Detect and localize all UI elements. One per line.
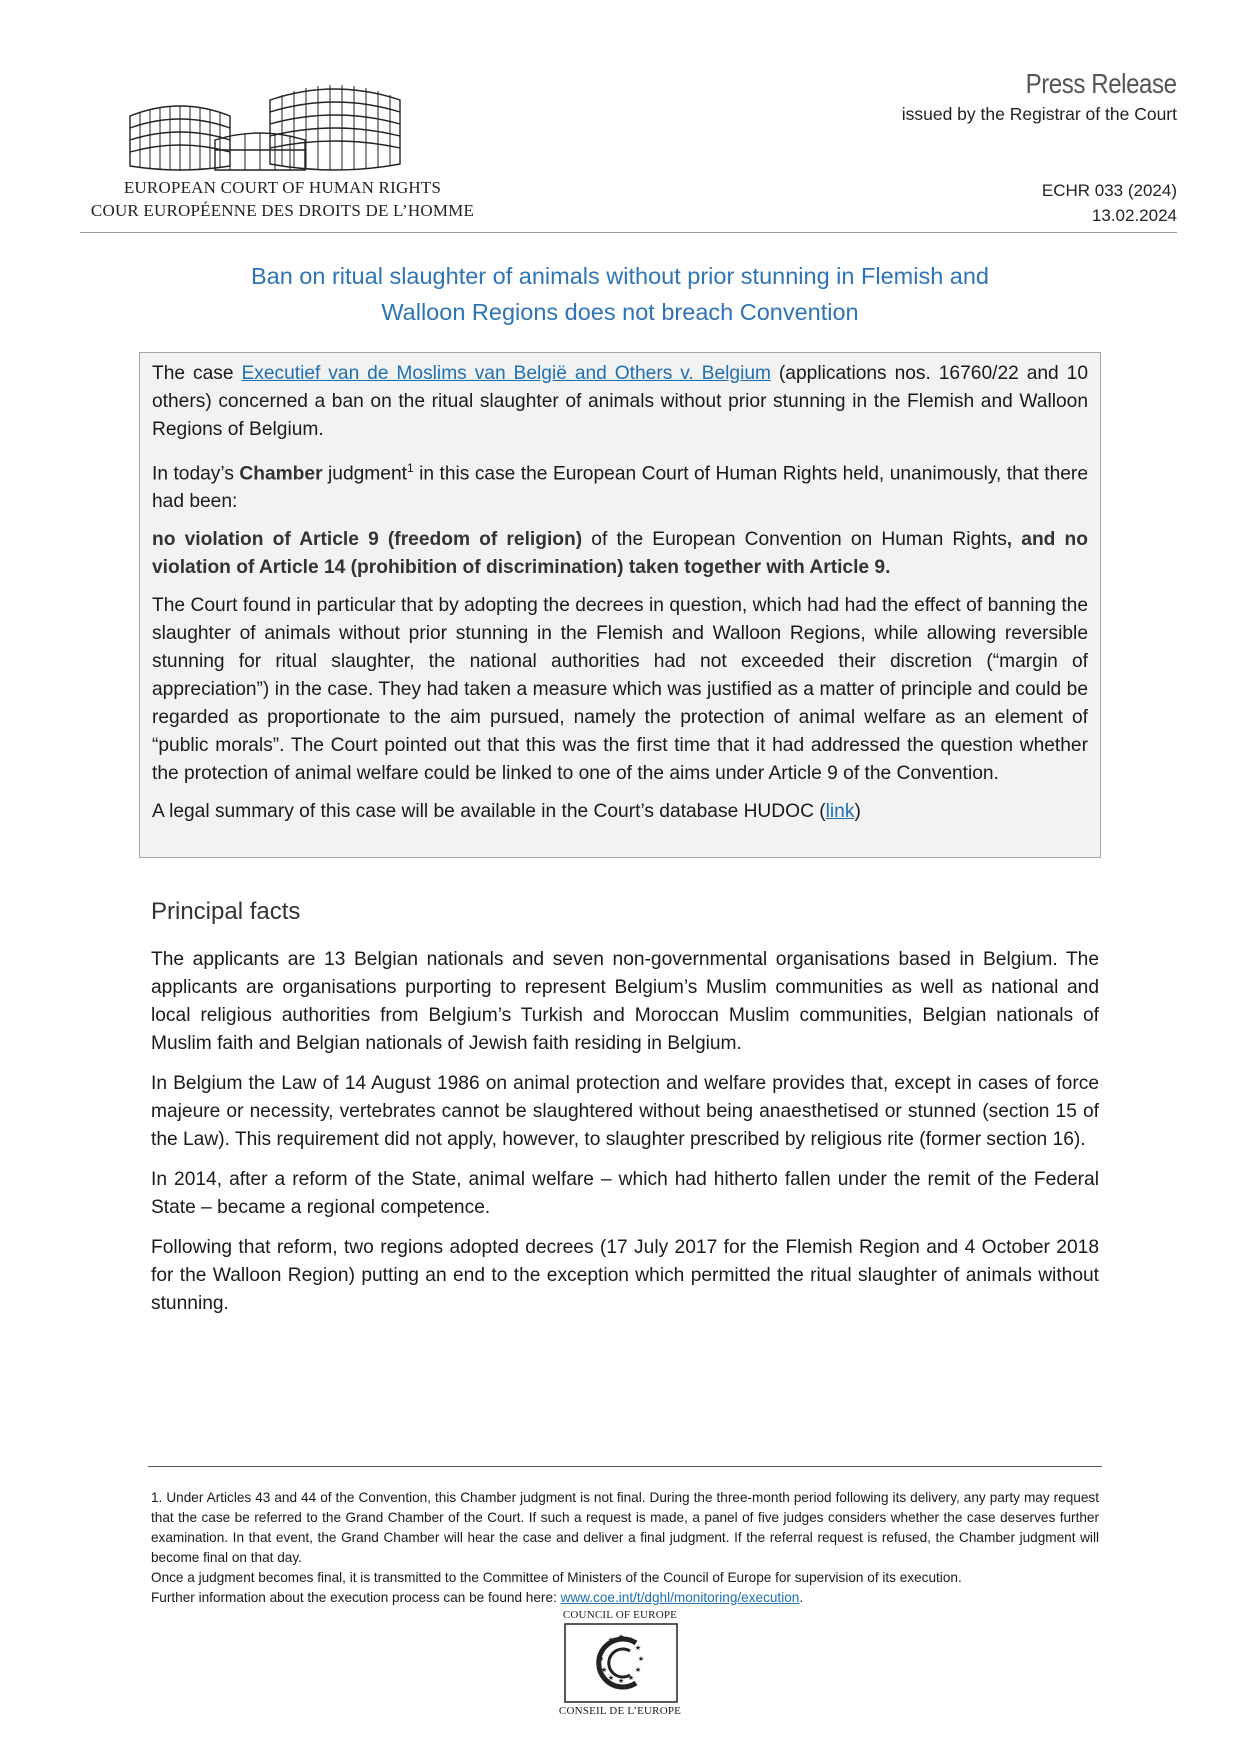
svg-text:★: ★ (617, 1633, 625, 1641)
verdict-bold-2: , and no violation of Article 14 (prohibition of discrimination) taken together with Article 9. (152, 529, 1089, 579)
text: ) (854, 801, 861, 823)
court-name-french: COUR EUROPÉENNE DES DROITS DE L’HOMME (90, 201, 475, 220)
svg-text:★: ★ (627, 1674, 635, 1682)
summary-box (139, 352, 1101, 858)
text: A legal summary of this case will be available in the Court’s database HUDOC ( (152, 801, 826, 823)
svg-text:★: ★ (607, 1674, 615, 1682)
release-date: 13.02.2024 (1091, 206, 1177, 225)
text: (applications nos. 16760/22 and 10 others) concerned a ban on the ritual slaughter of animals without prior stunning in the Flemish and Walloon Regions of Belgium. (152, 363, 1088, 440)
footnote-marker: 1 (406, 461, 414, 475)
text: The case (152, 363, 242, 384)
header-divider (80, 232, 1177, 233)
body-paragraph: In 2014, after a reform of the State, animal welfare – which had hitherto fallen under the remit of the Federal State – became a regional competence. (151, 1169, 1099, 1218)
svg-text:★: ★ (634, 1666, 642, 1674)
body-paragraph: The applicants are 13 Belgian nationals and seven non-governmental organisations based in Belgium. The applicants are organisations purporting to represent Belgium’s Muslim communities as well as national and local religious authorities from Belgium’s Turkish and Moroccan Muslim communities, Belgian nationals of Muslim faith and Belgian nationals of Jewish faith residing in Belgium. (151, 949, 1099, 1054)
press-release-subtitle: issued by the Registrar of the Court (901, 104, 1177, 124)
verdict-bold: no violation of Article 9 (freedom of religion) (152, 529, 583, 551)
summary-paragraph-5 (152, 798, 1088, 826)
headline-line-1: Ban on ritual slaughter of animals without prior stunning in Flemish and (250, 263, 990, 289)
headline (130, 258, 1110, 330)
svg-text:★: ★ (600, 1644, 608, 1652)
text: In today’s (152, 463, 240, 485)
text: of the European Convention on Human Rights (582, 529, 1007, 551)
principal-facts-body (151, 946, 1099, 1330)
footnote-text-3 (151, 1588, 1099, 1608)
svg-text:★: ★ (627, 1636, 635, 1644)
svg-text:★: ★ (634, 1644, 642, 1652)
footnote-divider (148, 1466, 1102, 1467)
svg-text:★: ★ (617, 1677, 625, 1685)
svg-text:★: ★ (597, 1655, 605, 1663)
press-release-title: Press Release (1025, 68, 1177, 99)
conseil-de-l-europe-label: CONSEIL DE L’EUROPE (558, 1705, 682, 1717)
footnote-text-1: 1. Under Articles 43 and 44 of the Convention, this Chamber judgment is not final. During the three-month period following its delivery, any party may request that the case be referred to the Grand Chamber of the Court. If such a request is made, a panel of five judges considers whether the case deserves further examination. In that event, the Grand Chamber will hear the case and deliver a final judgment. If the referral request is refused, the Chamber judgment will become final on that day. (151, 1490, 1099, 1565)
summary-paragraph-2 (152, 454, 1088, 516)
svg-text:★: ★ (607, 1636, 615, 1644)
court-name-english: EUROPEAN COURT OF HUMAN RIGHTS (123, 178, 442, 197)
hudoc-link[interactable]: link (825, 801, 855, 823)
headline-line-2: Walloon Regions does not breach Convention (381, 299, 859, 325)
section-heading: Principal facts (151, 898, 301, 925)
body-paragraph: In Belgium the Law of 14 August 1986 on animal protection and welfare provides that, except in cases of force majeure or necessity, vertebrates cannot be slaughtered without being anaesthetised or stunned (section 15 of the Law). This requirement did not apply, however, to slaughter prescribed by religious rite (former section 16). (151, 1073, 1099, 1150)
execution-link[interactable]: www.coe.int/t/dghl/monitoring/execution (560, 1590, 800, 1605)
text: Further information about the execution process can be found here: (151, 1590, 561, 1605)
reference-number: ECHR 033 (2024) (1041, 181, 1177, 200)
council-of-europe-label: COUNCIL OF EUROPE (562, 1609, 678, 1621)
footnote (151, 1488, 1099, 1608)
text: . (799, 1590, 804, 1605)
summary-paragraph-4: The Court found in particular that by adopting the decrees in question, which had had the effect of banning the slaughter of animals without prior stunning in the Flemish and Walloon Regions, while allowing reversible stunning for ritual slaughter, the national authorities had not exceeded their discretion (“margin of appreciation”) in the case. They had taken a measure which was justified as a matter of principle and could be regarded as proportionate to the aim pursued, namely the protection of animal welfare as an element of “public morals”. The Court pointed out that this was the first time that it had addressed the question whether the protection of animal welfare could be linked to one of the aims under Article 9 of the Convention. (152, 595, 1088, 785)
chamber-bold: Chamber (239, 463, 323, 485)
body-paragraph: Following that reform, two regions adopted decrees (17 July 2017 for the Flemish Region and 4 October 2018 for the Walloon Region) putting an end to the exception which permitted the ritual slaughter of animals without stunning. (151, 1237, 1099, 1314)
text: judgment (322, 463, 407, 485)
summary-paragraph-1 (152, 360, 1088, 444)
svg-text:★: ★ (600, 1666, 608, 1674)
svg-text:★: ★ (637, 1655, 645, 1663)
text: in this case the European Court of Human Rights held, unanimously, that there had been: (152, 463, 1088, 513)
case-link[interactable]: Executief van de Moslims van België and Others v. Belgium (241, 363, 771, 384)
court-building-logo (120, 78, 420, 173)
footnote-text-2: Once a judgment becomes final, it is transmitted to the Committee of Ministers of the Council of Europe for supervision of its execution. (151, 1570, 962, 1585)
council-of-europe-logo (564, 1623, 678, 1703)
summary-paragraph-3 (152, 526, 1088, 582)
